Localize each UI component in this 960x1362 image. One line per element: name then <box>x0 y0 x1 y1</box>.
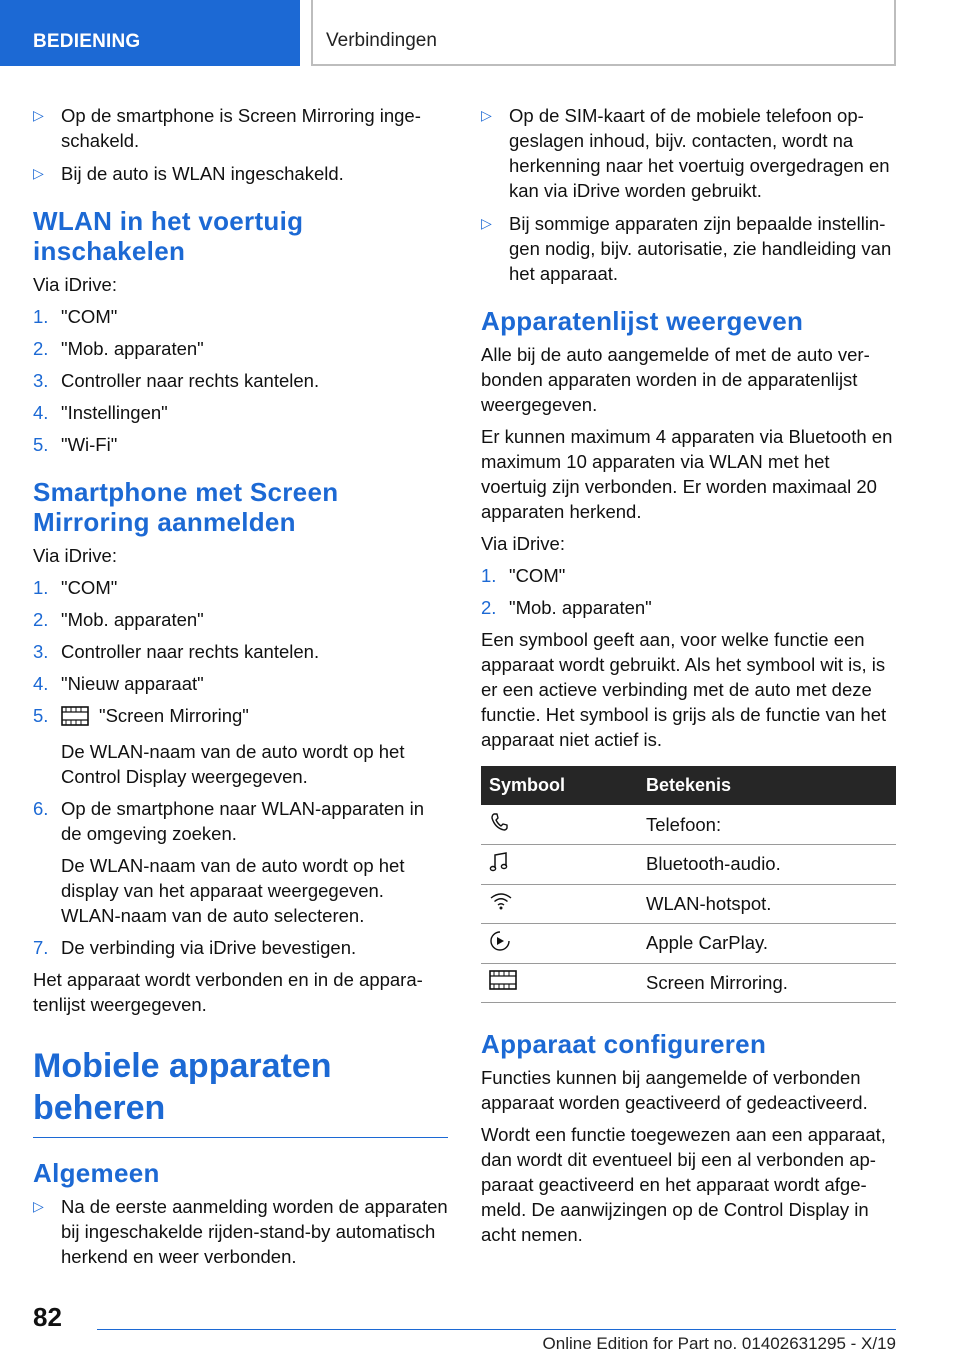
meaning-cell: WLAN-hotspot. <box>646 884 896 924</box>
step-note: De WLAN-naam van de auto wordt op het display van het apparaat weergegeven. <box>61 855 405 901</box>
list-item: ▷ Bij de auto is WLAN ingeschakeld. <box>33 163 344 184</box>
manage-title: Mobiele apparaten beheren <box>33 1045 448 1138</box>
table-row <box>481 805 896 845</box>
wlan-steps <box>33 304 448 457</box>
step-item: 2. "Mob. apparaten" <box>33 609 204 630</box>
wifi-icon <box>489 894 513 915</box>
configure-heading: Apparaat configureren <box>481 1029 767 1059</box>
meaning-cell: Telefoon: <box>646 805 896 845</box>
music-note-icon <box>489 856 509 877</box>
step-item: 4. "Instellingen" <box>33 402 168 423</box>
paragraph: Wordt een functie toegewezen aan een apparaat, dan wordt dit eventueel bij een al verbonden apparaat geactiveerd en het apparaat wordt afgemeld. De aanwijzingen op de Control Display in acht nemen. <box>481 1124 886 1245</box>
mirror-steps <box>33 575 448 960</box>
device-list-heading: Apparatenlijst weergeven <box>481 306 804 336</box>
step-item: 3. Controller naar rechts kantelen. <box>33 370 320 391</box>
screen-mirroring-icon <box>61 706 89 732</box>
device-list-steps <box>481 563 896 620</box>
general-heading: Algemeen <box>33 1158 160 1188</box>
screen-mirroring-icon <box>489 973 517 994</box>
left-column <box>33 103 448 1277</box>
step-item: 6. Op de smartphone naar WLAN-apparaten in de omgeving zoeken. De WLAN-naam van de auto wordt op het display van het apparaat weergegeven. WLAN-naam van de auto selecteren. <box>33 796 448 928</box>
page-number: 82 <box>33 1302 62 1332</box>
mirror-outro: Het apparaat wordt verbonden en in de apparatenlijst weergegeven. <box>33 969 423 1015</box>
triangle-bullet-icon: ▷ <box>33 165 44 181</box>
column-header: Symbool <box>489 775 566 795</box>
list-item: ▷ Op de SIM-kaart of de mobiele telefoon opgeslagen inhoud, bijv. contacten, wordt na herkenning naar het voertuig overgedragen en kan via iDrive worden gebruikt. <box>481 105 890 201</box>
step-item: 2. "Mob. apparaten" <box>481 597 652 618</box>
wlan-heading: WLAN in het voertuig inschakelen <box>33 206 304 266</box>
column-header: Betekenis <box>646 775 732 795</box>
general-bullet-list <box>33 1194 448 1269</box>
triangle-bullet-icon: ▷ <box>33 1198 44 1214</box>
meaning-cell: Screen Mirroring. <box>646 963 896 1003</box>
paragraph: Een symbool geeft aan, voor welke functie een apparaat wordt gebruikt. Als het symbool wit is, is er een actieve verbinding met de auto met deze functie. Het symbool is grijs als de functie van het apparaat niet actief is. <box>481 629 887 750</box>
chapter-header: Verbindingen <box>311 0 896 66</box>
paragraph: Er kunnen maximum 4 apparaten via Bluetooth en maximum 10 apparaten via WLAN met het voertuig zijn verbonden. Er worden maximaal 20 apparaten herkend. <box>481 426 893 522</box>
table-header-row <box>481 766 896 805</box>
step-item: 2. "Mob. apparaten" <box>33 338 204 359</box>
triangle-bullet-icon: ▷ <box>33 107 44 123</box>
paragraph: Functies kunnen bij aangemelde of verbonden apparaat worden geactiveerd of gedeactiveerd. <box>481 1067 868 1113</box>
top-bullet-list <box>481 103 896 286</box>
step-note: De WLAN-naam van de auto wordt op het Control Display weergegeven. <box>61 741 405 787</box>
via-idrive-text: Via iDrive: <box>33 274 117 295</box>
table-row <box>481 963 896 1003</box>
meaning-cell: Apple CarPlay. <box>646 924 896 964</box>
list-item: ▷ Na de eerste aanmelding worden de apparaten bij ingeschakelde rijden-stand-by automatisch herkend en weer verbonden. <box>33 1196 448 1267</box>
table-row <box>481 924 896 964</box>
mirror-heading: Smartphone met Screen Mirroring aanmelden <box>33 477 339 537</box>
paragraph: Alle bij de auto aangemelde of met de auto verbonden apparaten worden in de apparatenlijst weergegeven. <box>481 344 870 415</box>
step-item: 5. "Screen Mirroring" De WLAN-naam van de auto wordt op het Control Display weergegeven. <box>33 703 448 789</box>
list-item: ▷ Op de smartphone is Screen Mirroring ingeschakeld. <box>33 105 421 151</box>
footer-divider <box>97 1329 896 1330</box>
step-note: WLAN-naam van de auto selecteren. <box>61 905 365 926</box>
via-idrive-text: Via iDrive: <box>33 545 117 566</box>
symbol-table <box>481 766 896 1003</box>
step-item: 3. Controller naar rechts kantelen. <box>33 641 320 662</box>
step-item: 7. De verbinding via iDrive bevestigen. <box>33 937 357 958</box>
edition-footer: Online Edition for Part no. 01402631295 - X/19 <box>542 1334 896 1353</box>
step-item: 1. "COM" <box>481 565 566 586</box>
triangle-bullet-icon: ▷ <box>481 107 492 123</box>
list-item: ▷ Bij sommige apparaten zijn bepaalde instellingen nodig, bijv. autorisatie, zie handleiding van het apparaat. <box>481 213 892 284</box>
right-column <box>481 103 896 1254</box>
section-header: BEDIENING <box>0 0 300 66</box>
meaning-cell: Bluetooth-audio. <box>646 845 896 885</box>
phone-icon <box>489 815 509 836</box>
step-item: 1. "COM" <box>33 577 118 598</box>
via-idrive-text: Via iDrive: <box>481 533 565 554</box>
step-item: 5. "Wi-Fi" <box>33 434 118 455</box>
triangle-bullet-icon: ▷ <box>481 215 492 231</box>
carplay-icon <box>489 935 511 956</box>
table-row <box>481 884 896 924</box>
step-item: 1. "COM" <box>33 306 118 327</box>
intro-bullet-list <box>33 103 448 186</box>
table-row <box>481 845 896 885</box>
step-item: 4. "Nieuw apparaat" <box>33 673 204 694</box>
